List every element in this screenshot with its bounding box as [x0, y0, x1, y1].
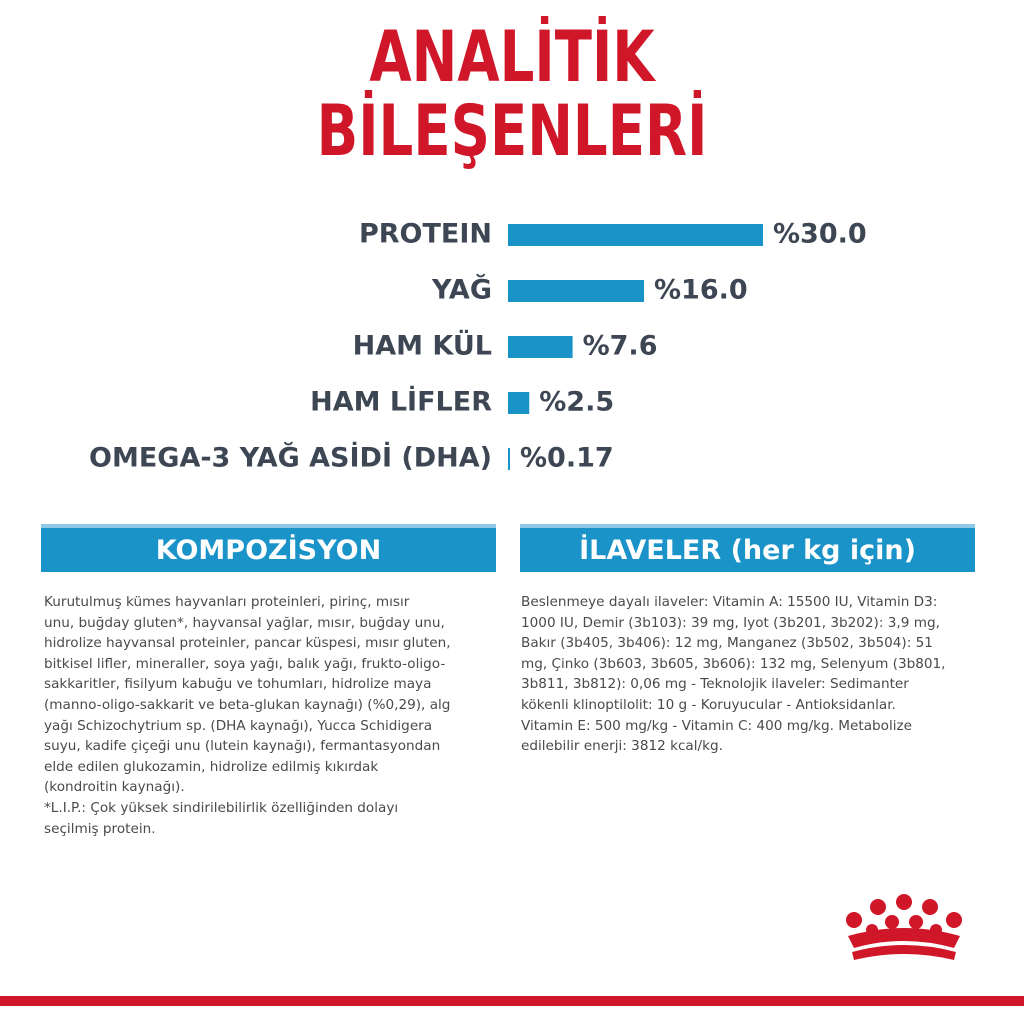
- value-label: %2.5: [539, 386, 615, 418]
- page-title-line-1: ANALİTİK: [369, 16, 655, 98]
- brand-divider-line: [0, 996, 1024, 1006]
- category-label: YAĞ: [431, 274, 492, 306]
- bar: [508, 336, 573, 358]
- value-label: %16.0: [654, 274, 748, 306]
- category-label: OMEGA-3 YAĞ ASİDİ (DHA): [89, 442, 492, 474]
- page-title-line-2: BİLEŞENLERİ: [316, 90, 708, 172]
- additives-header-label: İLAVELER (her kg için): [579, 534, 916, 566]
- category-label: HAM LİFLER: [310, 386, 492, 418]
- composition-text: Kurutulmuş kümes hayvanları proteinleri, pirinç, mısır unu, buğday gluten*, hayvansal yağlar, mısır, buğday unu, hidrolize hayvansal proteinler, pancar küspesi, mısır gluten, bitkisel lifler, mineraller, soya yağı, balık yağı, frukto-oligo- sakkaritler, fisilyum kabuğu ve tohumları, hidrolize maya (manno-oligo-sakkarit ve beta-glukan kaynağı) (%0,29), alg yağı Schizochytrium sp. (DHA kaynağı), Yucca Schidigera suyu, kadife çiçeği unu (lutein kaynağı), fermantasyondan elde edilen glukozamin, hidrolize edilmiş kıkırdak (kondroitin kaynağı). *L.I.P.: Çok yüksek sindirilebilirlik özelliğinden dolayı seçilmiş protein.: [44, 594, 451, 837]
- category-label: PROTEIN: [358, 218, 492, 250]
- bar: [508, 224, 763, 246]
- value-label: %30.0: [773, 218, 867, 250]
- value-label: %7.6: [582, 330, 658, 362]
- crown-icon: [834, 890, 974, 970]
- value-label: %0.17: [520, 442, 614, 474]
- bar: [508, 448, 510, 470]
- category-label: HAM KÜL: [352, 330, 492, 362]
- additives-header: [520, 524, 975, 572]
- bar: [508, 280, 644, 302]
- additives-text: Beslenmeye dayalı ilaveler: Vitamin A: 15500 IU, Vitamin D3: 1000 IU, Demir (3b103): 39 mg, Iyot (3b201, 3b202): 3,9 mg, Bakır (3b405, 3b406): 12 mg, Manganez (3b502, 3b504): 51 mg, Çinko (3b603, 3b605, 3b606): 132 mg, Selenyum (3b801, 3b811, 3b812): 0,06 mg - Teknolojik ilaveler: Sedimanter kökenli klinoptilolit: 10 g - Koruyucular - Antioksidanlar. Vitamin E: 500 mg/kg - Vitamin C: 400 mg/kg. Metabolize edilebilir enerji: 3812 kcal/kg.: [521, 594, 946, 755]
- composition-header: [41, 524, 496, 572]
- composition-header-label: KOMPOZİSYON: [155, 534, 382, 566]
- bar: [508, 392, 529, 414]
- nutrient-bar-chart: [0, 200, 1024, 500]
